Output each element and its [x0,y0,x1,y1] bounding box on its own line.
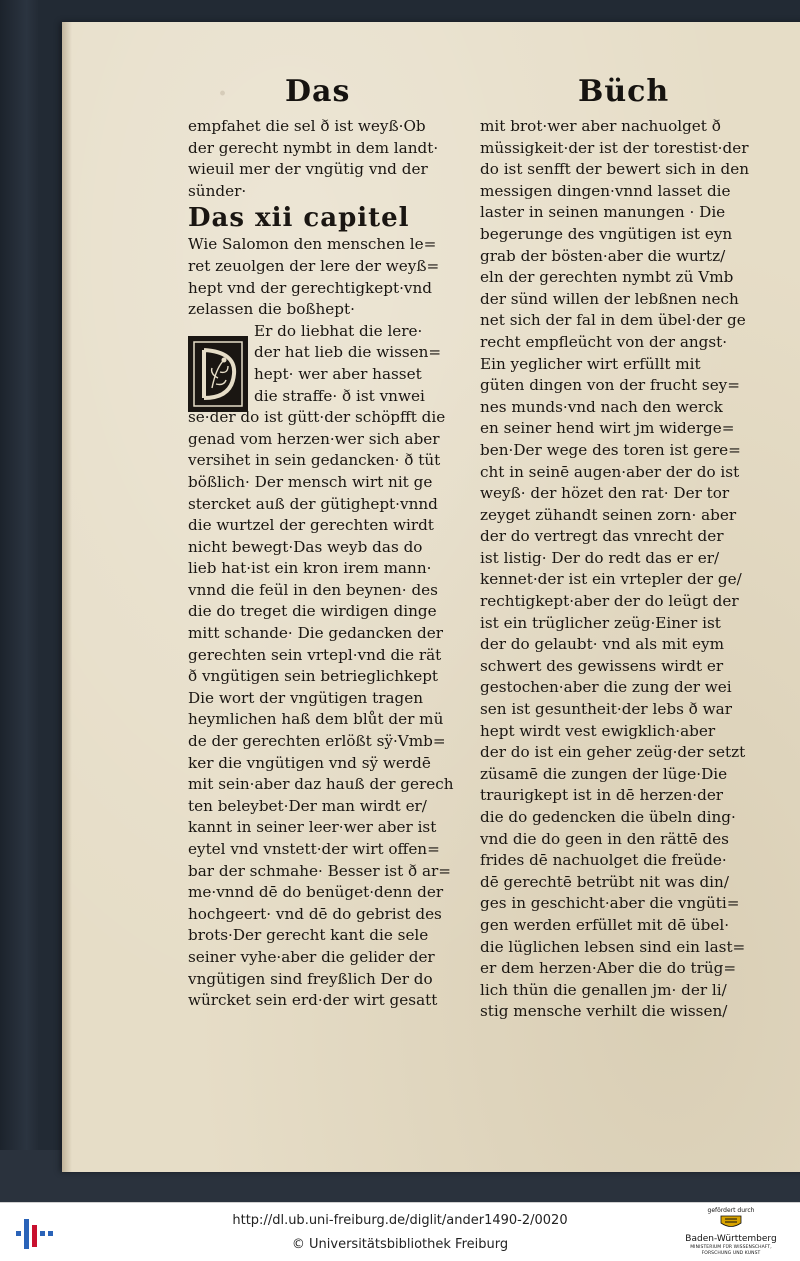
text-line: der do ist ein geher zeüg·der setzt [480,743,746,762]
text-line: rechtigkept·aber der do leügt der [480,592,739,611]
text-line: gerechten sein vrtepl·vnd die rät [188,645,442,664]
text-line: die wurtzel der gerechten wirdt [188,516,434,535]
chapter-summary-line: Wie Salomon den menschen le= [188,235,437,254]
text-line: stig mensche verhilt die wissen/ [480,1002,728,1021]
text-line: heymlichen haß dem blůt der mü [188,710,444,729]
text-line: genad vom herzen·wer sich aber [188,429,440,448]
text-line: lich thün die genallen jm· der li/ [480,980,727,999]
text-line: der do vertregt das vnrecht der [480,527,724,546]
text-line: die straffe· ð ist vnwei [254,386,425,405]
text-line: ð vngütigen sein betrieglichkept [188,667,439,686]
text-line: recht empfleücht von der angst· [480,332,728,351]
text-line: ist ein trüglicher zeüg·Einer ist [480,613,721,632]
text-line: ist listig· Der do redt das er er/ [480,548,720,567]
text-line: empfahet die sel ð ist weyß·Ob [188,117,426,135]
permalink-url[interactable]: http://dl.ub.uni-freiburg.de/diglit/ander1490-2/0020 [232,1213,568,1228]
text-line: Er do liebhat die lere· [254,321,423,340]
text-line: zeyget zühandt seinen zorn· aber [480,505,737,524]
text-column-left [188,116,468,1012]
running-head-right: Büch [578,74,670,109]
text-line: en seiner hend wirt jm widerge= [480,419,735,438]
text-line: gestochen·aber die zung der wei [480,678,732,697]
text-line: die lüglichen lebsen sind ein last= [480,937,746,956]
text-line: de der gerechten erlößt sÿ·Vmb= [188,732,446,751]
text-line: eytel vnd vnstett·der wirt offen= [188,840,440,858]
text-line: vnd die do geen in den rättē des [480,829,729,848]
text-line: traurigkept ist in dē herzen·der [480,786,724,805]
text-line: züsamē die zungen der lüge·Die [480,764,728,783]
text-line: mit brot·wer aber nachuolget ð [480,117,721,135]
text-line: der do gelaubt· vnd als mit eym [480,635,724,654]
chapter-summary-line: zelassen die boßhept· [188,300,355,319]
chapter-summary-line: hept vnd der gerechtigkept·vnd [188,278,432,297]
text-line: er dem herzen·Aber die do trüg= [480,959,737,978]
copyright-notice: © Universitätsbibliothek Freiburg [291,1237,509,1252]
text-line: grab der bösten·aber die wurtz/ [480,246,726,265]
text-line: würcket sein erd·der wirt gesatt [188,991,438,1010]
text-line: bößlich· Der mensch wirt nit ge [188,472,433,491]
text-line: bar der schmahe· Besser ist ð ar= [188,861,452,880]
text-line: messigen dingen·vnnd lasset die [480,181,731,200]
text-line: se·der do ist gütt·der schöpfft die [188,408,446,427]
text-line: kennet·der ist ein vrtepler der ge/ [480,570,742,589]
text-line: der gerecht nymbt in dem landt· [188,138,439,157]
text-line: gen werden erfüllet mit dē übel· [480,915,730,934]
text-line: Ein yeglicher wirt erfüllt mit [480,354,701,373]
text-line: brots·Der gerecht kant die sele [188,926,429,945]
text-line: me·vnnd dē do benüget·denn der [188,883,444,902]
show-through-text: . [218,72,230,102]
text-line: nes munds·vnd nach den werck [480,397,723,416]
text-line: hept· wer aber hasset [254,364,422,383]
sponsor-name: Baden-Württemberg [685,1234,777,1244]
state-coat-of-arms-icon [717,1214,745,1230]
sponsor-logo [676,1207,786,1257]
running-head-left: Das [285,74,351,109]
text-line: ben·Der wege des toren ist gere= [480,440,741,459]
text-line: ker die vngütigen vnd sÿ werdē [188,753,431,772]
text-line: lieb hat·ist ein kron irem mann· [188,559,432,578]
text-line: ten beleybet·Der man wirdt er/ [188,796,427,815]
text-line: eln der gerechten nymbt zü Vmb [480,268,734,287]
scanner-edge [0,0,38,1202]
text-line: sen ist gesuntheit·der lebs ð war [480,700,732,719]
text-line: vnnd die feül in den beynen· des [188,580,438,599]
text-line: müssigkeit·der ist der torestist·der [480,138,749,157]
text-line: seiner vyhe·aber die gelider der [188,947,435,966]
text-line: begerunge des vngütigen ist eyn [480,224,733,243]
text-line: die do gedencken die übeln ding· [480,808,736,826]
text-line: cht in seinē augen·aber der do ist [480,462,740,481]
text-line: die do treget die wirdigen dinge [188,602,437,621]
page-gutter-shadow [62,22,72,1172]
text-line: güten dingen von der frucht sey= [480,376,740,395]
text-line: der hat lieb die wissen= [254,343,442,362]
text-line: vngütigen sind freyßlich Der do [188,969,433,988]
text-line: sünder· [188,181,247,200]
sponsor-label: gefördert durch [707,1207,755,1214]
text-line: frides dē nachuolget die freüde· [480,851,727,870]
sponsor-ministry: MINISTERIUM FÜR WISSENSCHAFT, FORSCHUNG UND KUNST [690,1245,772,1256]
text-line: mitt schande· Die gedancken der [188,624,443,643]
chapter-summary-line: ret zeuolgen der lere der weyß= [188,256,440,275]
text-line: hept wirdt vest ewigklich·aber [480,721,716,740]
text-column-right [480,116,760,1023]
text-line: der sünd willen der lebßnen nech [480,289,739,308]
text-line: dē gerechtē betrübt nit was din/ [480,872,729,891]
text-line: kannt in seiner leer·wer aber ist [188,818,437,837]
text-line: mit sein·aber daz hauß der gerech [188,775,454,794]
text-line: hochgeert· vnd dē do gebrist des [188,904,442,923]
text-line: do ist senfft der bewert sich in den [480,160,749,179]
text-line: nicht bewegt·Das weyb das do [188,537,423,556]
text-line: versihet in sein gedancken· ð tüt [188,451,441,470]
text-line: ges in geschicht·aber die vngüti= [480,894,740,913]
chapter-heading: Das xii capitel [188,203,410,234]
text-line: weyß· der hözet den rat· Der tor [480,484,730,503]
text-line: schwert des gewissens wirdt er [480,656,724,675]
text-line: laster in seinen manungen · Die [480,203,726,222]
text-line: stercket auß der gütighept·vnnd [188,494,438,513]
text-line: wieuil mer der vngütig vnd der [188,160,428,179]
viewer-footer [0,1202,800,1261]
text-line: net sich der fal in dem übel·der ge [480,311,746,330]
text-line: Die wort der vngütigen tragen [188,688,424,707]
